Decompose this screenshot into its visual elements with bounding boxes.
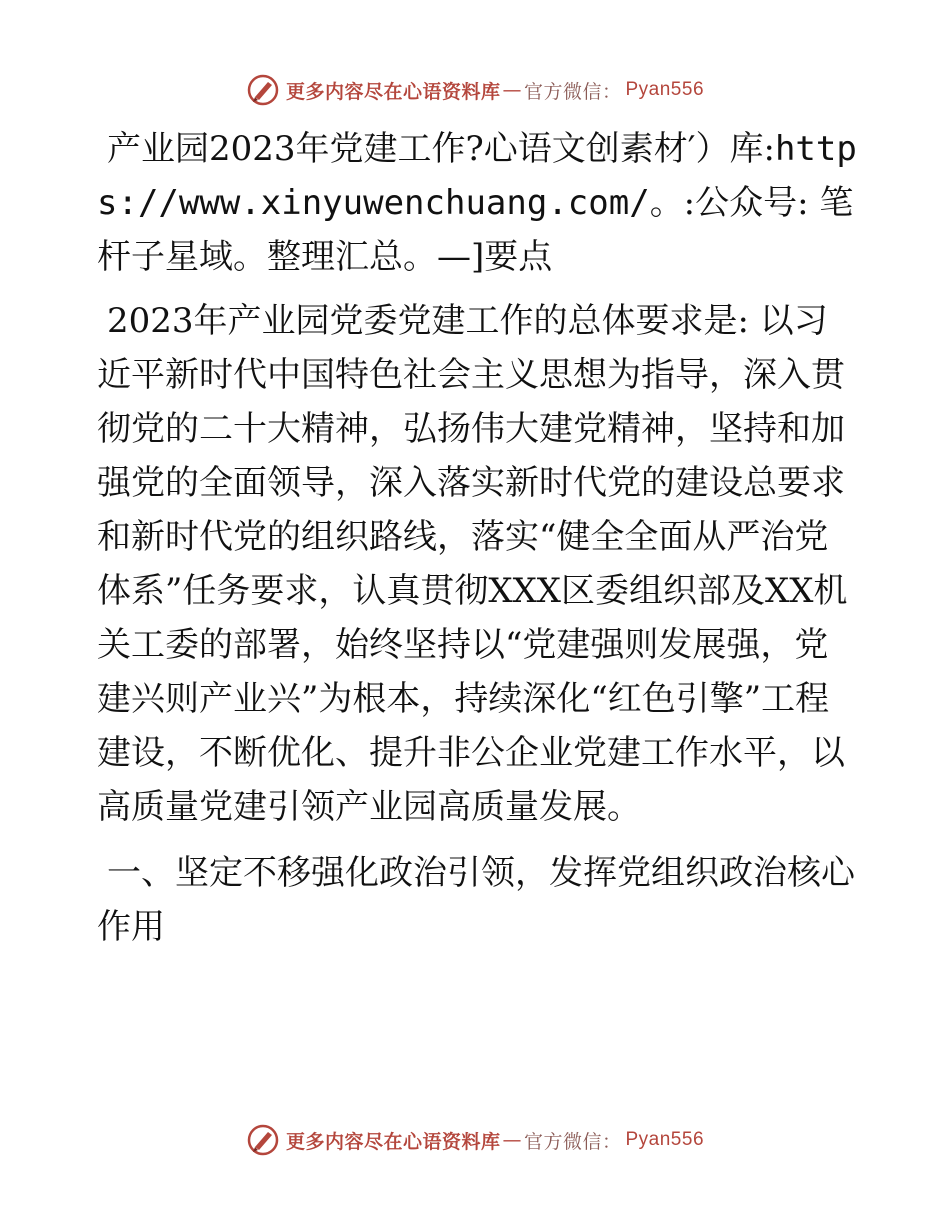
watermark-main-text: 更多内容尽在心语资料库 xyxy=(285,80,501,103)
document-title xyxy=(97,122,857,284)
pen-logo-icon xyxy=(246,73,280,107)
intro-paragraph: 2023年产业园党委党建工作的总体要求是: 以习近平新时代中国特色社会主义思想为指导，深入贯彻党的二十大精神，弘扬伟大建党精神，坚持和加强党的全面领导，深入落实新时代党的建设总要求和新时代党的组织路线，落实“健全全面从严治党体系”任务要求，认真贯彻XXX区委组织部及XX机关工委的部署，始终坚持以“党建强则发展强，党建兴则产业兴”为根本，持续深化“红色引擎”工程建设，不断优化、提升非公企业党建工作水平，以高质量党建引领产业园高质量发展。 xyxy=(97,301,848,827)
watermark-banner-top xyxy=(0,70,950,110)
watermark-main-text: 更多内容尽在心语资料库 xyxy=(285,1130,501,1153)
watermark-handle: Pyan556 xyxy=(625,79,705,100)
document-body xyxy=(97,122,857,954)
watermark-dash: — xyxy=(502,79,522,101)
watermark-official-label: 官方微信： xyxy=(523,1130,622,1153)
section-heading-1: 一、坚定不移强化政治引领，发挥党组织政治核心作用 xyxy=(97,853,855,947)
title-url: https://www.xinyuwenchuang.com/ xyxy=(97,129,857,223)
title-text-a: 产业园2023年党建工作?心语文创素材′）库: xyxy=(107,129,775,169)
watermark-dash: — xyxy=(502,1129,522,1151)
watermark-official-label: 官方微信： xyxy=(523,80,622,103)
pen-logo-icon xyxy=(246,1123,280,1157)
watermark-banner-bottom xyxy=(0,1120,950,1160)
watermark-handle: Pyan556 xyxy=(625,1129,705,1150)
title-text-b: 。:公众号: 笔杆子星域。整理汇总。—]要点 xyxy=(97,183,854,277)
